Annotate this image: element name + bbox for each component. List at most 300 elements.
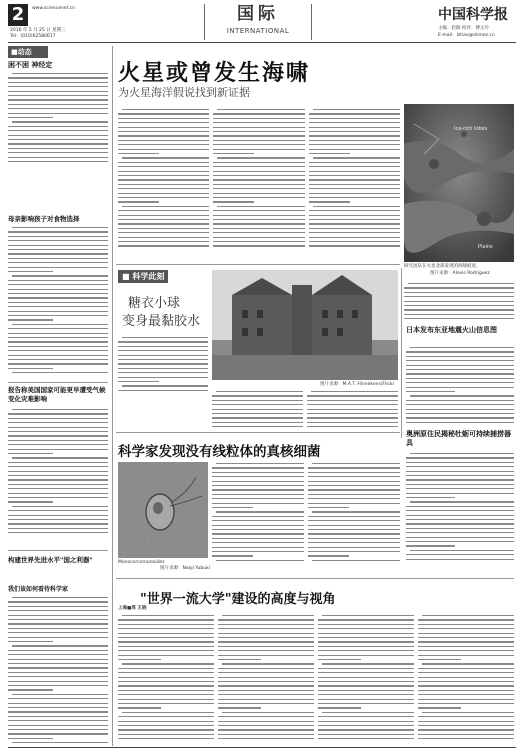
- text-line: [418, 694, 514, 695]
- text-line: [406, 391, 455, 392]
- text-line: [118, 633, 214, 634]
- text-line: [118, 166, 209, 167]
- text-line: [8, 328, 108, 329]
- text-line: [122, 663, 214, 664]
- text-line: [122, 206, 209, 207]
- text-line: [406, 493, 514, 494]
- text-line: [12, 457, 108, 458]
- text-line: [213, 166, 304, 167]
- text-line: [212, 417, 303, 418]
- text-line: [8, 297, 108, 298]
- lead-body-right: [404, 282, 514, 322]
- text-line: [8, 91, 108, 92]
- text-line: [118, 346, 208, 347]
- text-line: [218, 699, 314, 700]
- text-line: [8, 319, 53, 320]
- text-line: [8, 267, 108, 268]
- text-line: [222, 712, 314, 713]
- text-line: [309, 210, 400, 211]
- sidebar-news-body-2: [406, 452, 514, 562]
- text-line: [8, 515, 108, 516]
- text-line: [213, 237, 304, 238]
- left-item-3-body: [8, 408, 108, 538]
- sidebar-news-title: 日本发布东亚地震火山信息图: [406, 326, 497, 334]
- text-line: [212, 529, 304, 530]
- text-line: [406, 382, 514, 383]
- text-line: [307, 404, 398, 405]
- text-line: [8, 435, 108, 436]
- left-item-2-body: [8, 226, 108, 376]
- text-line: [406, 409, 514, 410]
- cell-microscope-image: [118, 462, 208, 558]
- text-line: [309, 215, 400, 216]
- cell-photo: [118, 462, 208, 558]
- text-line: [8, 431, 108, 432]
- text-line: [406, 523, 514, 524]
- left-divider-1: [8, 382, 108, 383]
- text-line: [406, 365, 514, 366]
- text-line: [406, 462, 514, 463]
- text-line: [8, 628, 108, 629]
- text-line: [118, 372, 208, 373]
- text-line: [212, 551, 304, 552]
- text-line: [217, 157, 304, 158]
- text-line: [8, 528, 108, 529]
- left-column-divider: [112, 46, 113, 746]
- text-line: [418, 690, 514, 691]
- text-line: [308, 520, 400, 521]
- text-line: [118, 637, 214, 638]
- text-line: [8, 619, 108, 620]
- text-line: [212, 422, 303, 423]
- text-line: [418, 655, 514, 656]
- text-line: [8, 280, 108, 281]
- text-line: [318, 650, 414, 651]
- text-line: [406, 404, 514, 405]
- section-subtitle: INTERNATIONAL: [226, 27, 290, 35]
- text-line: [8, 466, 108, 467]
- text-line: [8, 484, 108, 485]
- text-line: [217, 109, 304, 110]
- text-line: [418, 699, 514, 700]
- page-header: [8, 4, 516, 40]
- text-line: [308, 555, 349, 556]
- text-line: [118, 355, 208, 356]
- text-line: [309, 122, 400, 123]
- text-line: [118, 738, 214, 739]
- text-line: [318, 716, 414, 717]
- text-line: [8, 139, 108, 140]
- text-line: [312, 511, 400, 512]
- text-line: [406, 351, 514, 352]
- text-line: [8, 479, 108, 480]
- text-line: [213, 122, 304, 123]
- text-line: [309, 171, 400, 172]
- text-line: [418, 738, 514, 739]
- text-line: [118, 725, 214, 726]
- text-line: [118, 650, 214, 651]
- issue-date: 2016 年 5 月 25 日 星期三: [10, 28, 66, 33]
- text-line: [8, 130, 108, 131]
- text-line: [8, 95, 108, 96]
- text-line: [309, 135, 400, 136]
- text-line: [8, 532, 108, 533]
- text-line: [212, 481, 304, 482]
- text-line: [308, 485, 400, 486]
- text-line: [404, 314, 514, 315]
- text-line: [8, 231, 108, 232]
- text-line: [216, 560, 304, 561]
- text-line: [8, 689, 53, 690]
- text-line: [118, 363, 208, 364]
- text-line: [118, 210, 209, 211]
- text-line: [8, 108, 108, 109]
- text-line: [8, 253, 108, 254]
- text-line: [418, 716, 514, 717]
- left-column: [8, 46, 108, 746]
- text-line: [213, 193, 304, 194]
- text-line: [118, 179, 209, 180]
- text-line: [8, 117, 53, 118]
- text-line: [12, 121, 108, 122]
- text-line: [118, 707, 161, 708]
- text-line: [218, 703, 314, 704]
- text-line: [318, 734, 414, 735]
- text-line: [218, 725, 314, 726]
- text-line: [118, 153, 159, 154]
- text-line: [218, 624, 314, 625]
- text-line: [404, 292, 514, 293]
- text-line: [212, 525, 304, 526]
- text-line: [212, 507, 253, 508]
- text-line: [8, 355, 108, 356]
- text-line: [406, 417, 514, 418]
- text-line: [212, 542, 304, 543]
- text-line: [118, 721, 214, 722]
- text-line: [309, 118, 400, 119]
- text-line: [8, 427, 108, 428]
- text-line: [218, 672, 314, 673]
- text-line: [8, 333, 108, 334]
- text-line: [318, 721, 414, 722]
- text-line: [418, 641, 514, 642]
- text-line: [8, 623, 108, 624]
- text-line: [218, 734, 314, 735]
- text-line: [318, 628, 414, 629]
- text-line: [218, 659, 261, 660]
- text-line: [213, 223, 304, 224]
- text-line: [8, 337, 108, 338]
- university-byline: 上海■周 王晓: [118, 606, 147, 611]
- text-line: [118, 350, 208, 351]
- text-line: [218, 637, 314, 638]
- text-line: [218, 628, 314, 629]
- text-line: [406, 515, 514, 516]
- text-line: [218, 690, 314, 691]
- middle-top-divider: [116, 432, 400, 433]
- text-line: [318, 668, 414, 669]
- text-line: [218, 729, 314, 730]
- text-line: [404, 305, 514, 306]
- text-line: [118, 140, 209, 141]
- text-line: [218, 619, 314, 620]
- text-line: [118, 237, 209, 238]
- text-line: [313, 206, 400, 207]
- text-line: [309, 175, 400, 176]
- text-line: [218, 646, 314, 647]
- text-line: [309, 193, 400, 194]
- text-line: [8, 606, 108, 607]
- text-line: [213, 131, 304, 132]
- text-line: [8, 493, 108, 494]
- sidebar-divider: [401, 268, 402, 438]
- text-line: [213, 144, 304, 145]
- text-line: [118, 668, 214, 669]
- mars-photo-caption: 研究团队在火星北部发现的海啸痕迹。: [404, 264, 481, 269]
- text-line: [309, 188, 400, 189]
- text-line: [410, 501, 514, 502]
- text-line: [406, 545, 455, 546]
- text-line: [213, 149, 304, 150]
- text-line: [8, 523, 108, 524]
- text-line: [8, 610, 108, 611]
- text-line: [418, 721, 514, 722]
- section-box: [204, 4, 312, 40]
- text-line: [309, 144, 400, 145]
- text-line: [118, 694, 214, 695]
- castle-photo-credit: 图片来源：M.A.T. Hinnekens/Flickr: [320, 382, 395, 387]
- text-line: [8, 148, 108, 149]
- text-line: [8, 413, 108, 414]
- text-line: [422, 712, 514, 713]
- text-line: [308, 467, 400, 468]
- text-line: [406, 532, 514, 533]
- text-line: [118, 716, 214, 717]
- text-line: [218, 738, 314, 739]
- text-line: [406, 484, 514, 485]
- text-line: [118, 135, 209, 136]
- text-line: [307, 409, 398, 410]
- text-line: [118, 368, 208, 369]
- text-line: [8, 676, 108, 677]
- text-line: [118, 184, 209, 185]
- text-line: [12, 73, 108, 74]
- text-line: [8, 284, 108, 285]
- text-line: [212, 555, 253, 556]
- text-line: [218, 694, 314, 695]
- text-line: [404, 301, 514, 302]
- text-line: [8, 341, 108, 342]
- text-line: [118, 232, 209, 233]
- text-line: [418, 725, 514, 726]
- text-line: [418, 707, 461, 708]
- photo-label-lobes: Ice-rich lobes: [454, 126, 488, 132]
- text-line: [222, 615, 314, 616]
- text-line: [8, 302, 108, 303]
- text-line: [213, 210, 304, 211]
- text-line: [8, 152, 108, 153]
- lead-body: [118, 108, 400, 248]
- text-line: [118, 734, 214, 735]
- text-line: [213, 171, 304, 172]
- bottom-top-divider: [116, 578, 514, 579]
- castle-image: [212, 270, 398, 380]
- cell-photo-caption: Monocercomonoides: [118, 560, 165, 565]
- text-line: [118, 197, 209, 198]
- text-line: [8, 289, 108, 290]
- text-line: [8, 672, 108, 673]
- text-line: [212, 400, 303, 401]
- left-item-4-body: [8, 596, 108, 746]
- section-label-dynamics: ■动态: [8, 46, 48, 58]
- text-line: [308, 507, 349, 508]
- cell-photo-credit: 图片来源：Naoji Yubuki: [160, 566, 210, 571]
- text-line: [308, 498, 400, 499]
- text-line: [406, 528, 514, 529]
- science-body: [118, 336, 208, 394]
- text-line: [8, 453, 53, 454]
- text-line: [8, 86, 108, 87]
- text-line: [12, 275, 108, 276]
- left-item-2-title: 母亲影响孩子对食物选择: [8, 215, 80, 223]
- text-line: [308, 542, 400, 543]
- text-line: [213, 215, 304, 216]
- text-line: [212, 467, 304, 468]
- text-line: [309, 166, 400, 167]
- text-line: [418, 734, 514, 735]
- text-line: [8, 245, 108, 246]
- text-line: [8, 249, 108, 250]
- text-line: [406, 369, 514, 370]
- text-line: [418, 685, 514, 686]
- text-line: [218, 668, 314, 669]
- text-line: [406, 541, 514, 542]
- text-line: [8, 667, 108, 668]
- text-line: [8, 488, 108, 489]
- text-line: [212, 409, 303, 410]
- text-line: [212, 533, 304, 534]
- text-line: [118, 628, 214, 629]
- text-line: [406, 400, 514, 401]
- text-line: [406, 475, 514, 476]
- text-line: [212, 485, 304, 486]
- text-line: [122, 712, 214, 713]
- text-line: [212, 476, 304, 477]
- text-line: [406, 387, 514, 388]
- text-line: [309, 245, 400, 246]
- text-line: [8, 729, 108, 730]
- university-body: [118, 614, 514, 744]
- text-line: [218, 633, 314, 634]
- section-label-text: 动态: [17, 48, 32, 56]
- text-line: [318, 641, 414, 642]
- text-line: [118, 245, 209, 246]
- left-item-4-title: 构建世界先进水平"国之利器": [8, 556, 93, 564]
- text-line: [308, 472, 400, 473]
- text-line: [418, 646, 514, 647]
- text-line: [8, 161, 108, 162]
- text-line: [216, 511, 304, 512]
- text-line: [8, 497, 108, 498]
- text-line: [118, 619, 214, 620]
- text-line: [8, 738, 53, 739]
- left-item-5-title: 我们该如何看待科学家: [8, 586, 69, 593]
- text-line: [118, 377, 208, 378]
- text-line: [118, 113, 209, 114]
- text-line: [118, 228, 209, 229]
- text-line: [8, 422, 108, 423]
- text-line: [406, 360, 514, 361]
- text-line: [8, 368, 53, 369]
- text-line: [213, 175, 304, 176]
- text-line: [8, 135, 108, 136]
- text-line: [212, 498, 304, 499]
- text-line: [418, 677, 514, 678]
- text-line: [309, 184, 400, 185]
- text-line: [309, 223, 400, 224]
- text-line: [8, 315, 108, 316]
- text-line: [118, 381, 159, 382]
- text-line: [12, 742, 108, 743]
- text-line: [418, 668, 514, 669]
- text-line: [309, 228, 400, 229]
- text-line: [418, 619, 514, 620]
- text-line: [309, 237, 400, 238]
- text-line: [318, 646, 414, 647]
- text-line: [308, 525, 400, 526]
- text-line: [212, 413, 303, 414]
- text-line: [307, 395, 398, 396]
- text-line: [8, 601, 108, 602]
- text-line: [318, 637, 414, 638]
- text-line: [312, 463, 400, 464]
- text-line: [218, 685, 314, 686]
- text-line: [8, 641, 53, 642]
- left-item-1-body: [8, 72, 108, 164]
- text-line: [8, 359, 108, 360]
- text-line: [8, 346, 108, 347]
- left-divider-2: [8, 550, 108, 551]
- text-line: [8, 681, 108, 682]
- text-line: [118, 685, 214, 686]
- text-line: [8, 262, 108, 263]
- text-line: [8, 475, 108, 476]
- text-line: [307, 422, 398, 423]
- text-line: [8, 733, 108, 734]
- science-body-2: [212, 390, 398, 430]
- text-line: [218, 721, 314, 722]
- text-line: [422, 663, 514, 664]
- text-line: [12, 645, 108, 646]
- text-line: [309, 241, 400, 242]
- text-line: [213, 232, 304, 233]
- text-line: [318, 633, 414, 634]
- text-line: [404, 287, 514, 288]
- text-line: [12, 227, 108, 228]
- text-line: [118, 144, 209, 145]
- text-line: [418, 659, 461, 660]
- left-item-1-title: 困不困 神经定: [8, 61, 53, 69]
- text-line: [213, 127, 304, 128]
- text-line: [118, 729, 214, 730]
- text-line: [8, 654, 108, 655]
- text-line: [322, 712, 414, 713]
- text-line: [218, 641, 314, 642]
- text-line: [318, 694, 414, 695]
- text-line: [213, 179, 304, 180]
- lead-headline: 火星或曾发生海啸: [118, 61, 311, 86]
- website: www.sciencenet.cn: [32, 6, 76, 11]
